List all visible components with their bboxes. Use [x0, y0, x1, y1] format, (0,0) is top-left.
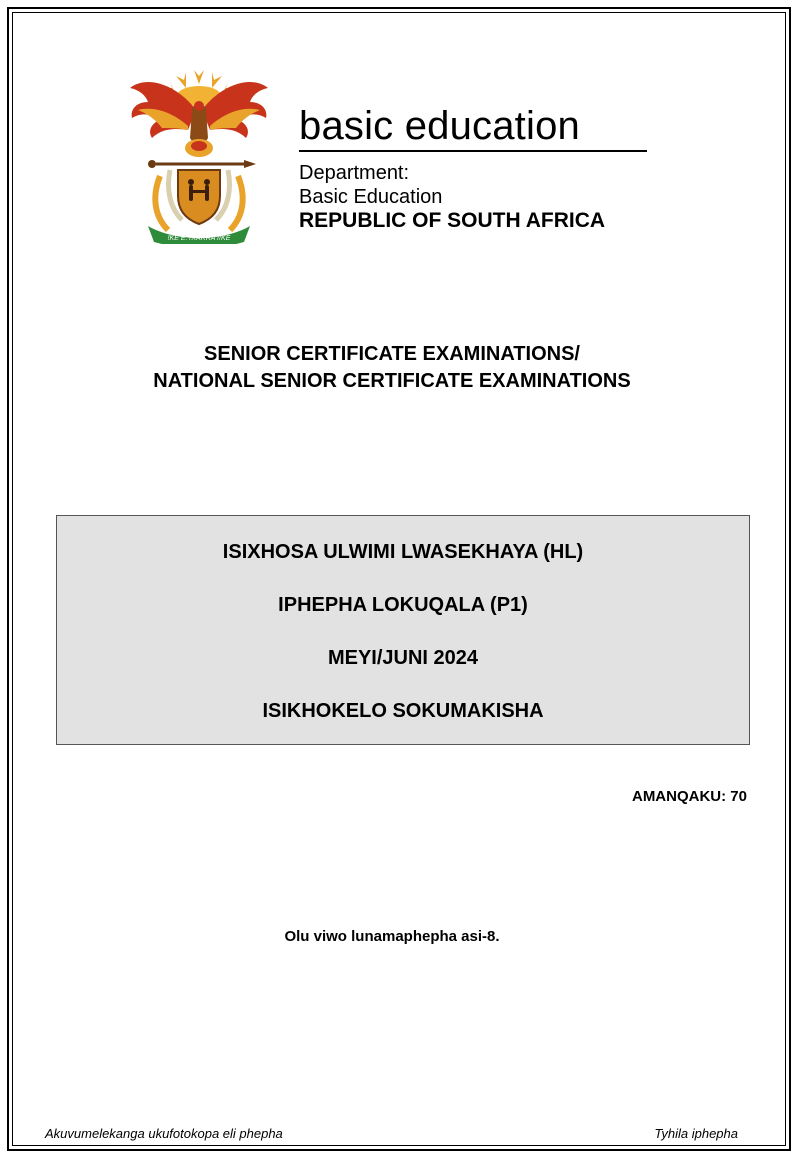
paper-number: IPHEPHA LOKUQALA (P1) [278, 594, 528, 616]
department-block [299, 102, 649, 233]
department-label: Department: [299, 162, 410, 184]
exam-title-line-1: SENIOR CERTIFICATE EXAMINATIONS/ [204, 343, 580, 365]
footer-turn-over: Tyhila iphepha [654, 1126, 738, 1141]
subject-box [56, 515, 750, 745]
total-marks: AMANQAKU: 70 [631, 788, 747, 805]
department-main-title: basic education [299, 104, 580, 148]
footer-copy-notice: Akuvumelekanga ukufotokopa eli phepha [45, 1126, 283, 1141]
department-rule [299, 150, 647, 152]
exam-title-line-2: NATIONAL SENIOR CERTIFICATE EXAMINATIONS [153, 370, 631, 392]
page-count-note: Olu viwo lunamaphepha asi-8. [284, 928, 500, 945]
document-type: ISIKHOKELO SOKUMAKISHA [262, 700, 544, 722]
subject-name: ISIXHOSA ULWIMI LWASEKHAYA (HL) [222, 541, 584, 563]
coat-of-arms-icon [126, 66, 272, 244]
department-name: Basic Education [299, 186, 443, 208]
exam-session: MEYI/JUNI 2024 [327, 647, 479, 669]
crest-motto: !KE E: /XARRA //KE [167, 235, 231, 242]
country-name: REPUBLIC OF SOUTH AFRICA [299, 209, 606, 232]
